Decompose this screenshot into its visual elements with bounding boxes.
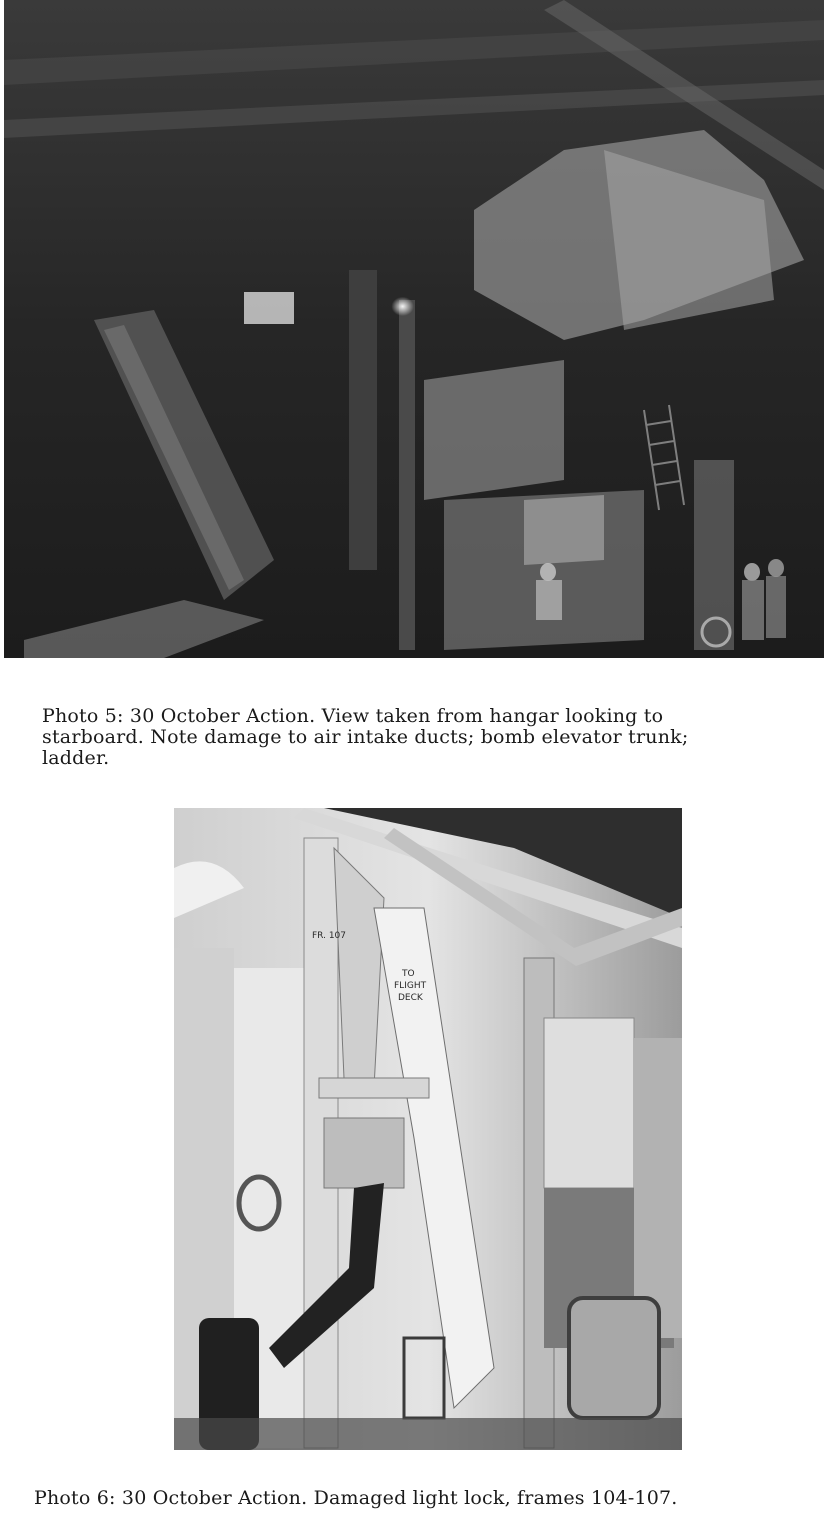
- photo-5-image: [4, 0, 824, 658]
- door-sign-line-2: FLIGHT: [394, 981, 427, 991]
- door-sign-line-1: TO: [402, 969, 415, 979]
- frame-marker-label: FR. 107: [312, 931, 347, 941]
- photo-6-caption: Photo 6: 30 October Action. Damaged light lock, frames 104-107.: [34, 1487, 678, 1509]
- photo-6-light-lock: [174, 808, 682, 1450]
- photo-5-hangar-damage: [4, 0, 824, 658]
- photo-6-image: [174, 808, 682, 1450]
- photo-5-caption: Photo 5: 30 October Action. View taken from hangar looking to starboard. Note damage to air intake ducts; bomb elevator trunk; ladder.: [42, 705, 689, 769]
- door-sign-line-3: DECK: [398, 993, 423, 1003]
